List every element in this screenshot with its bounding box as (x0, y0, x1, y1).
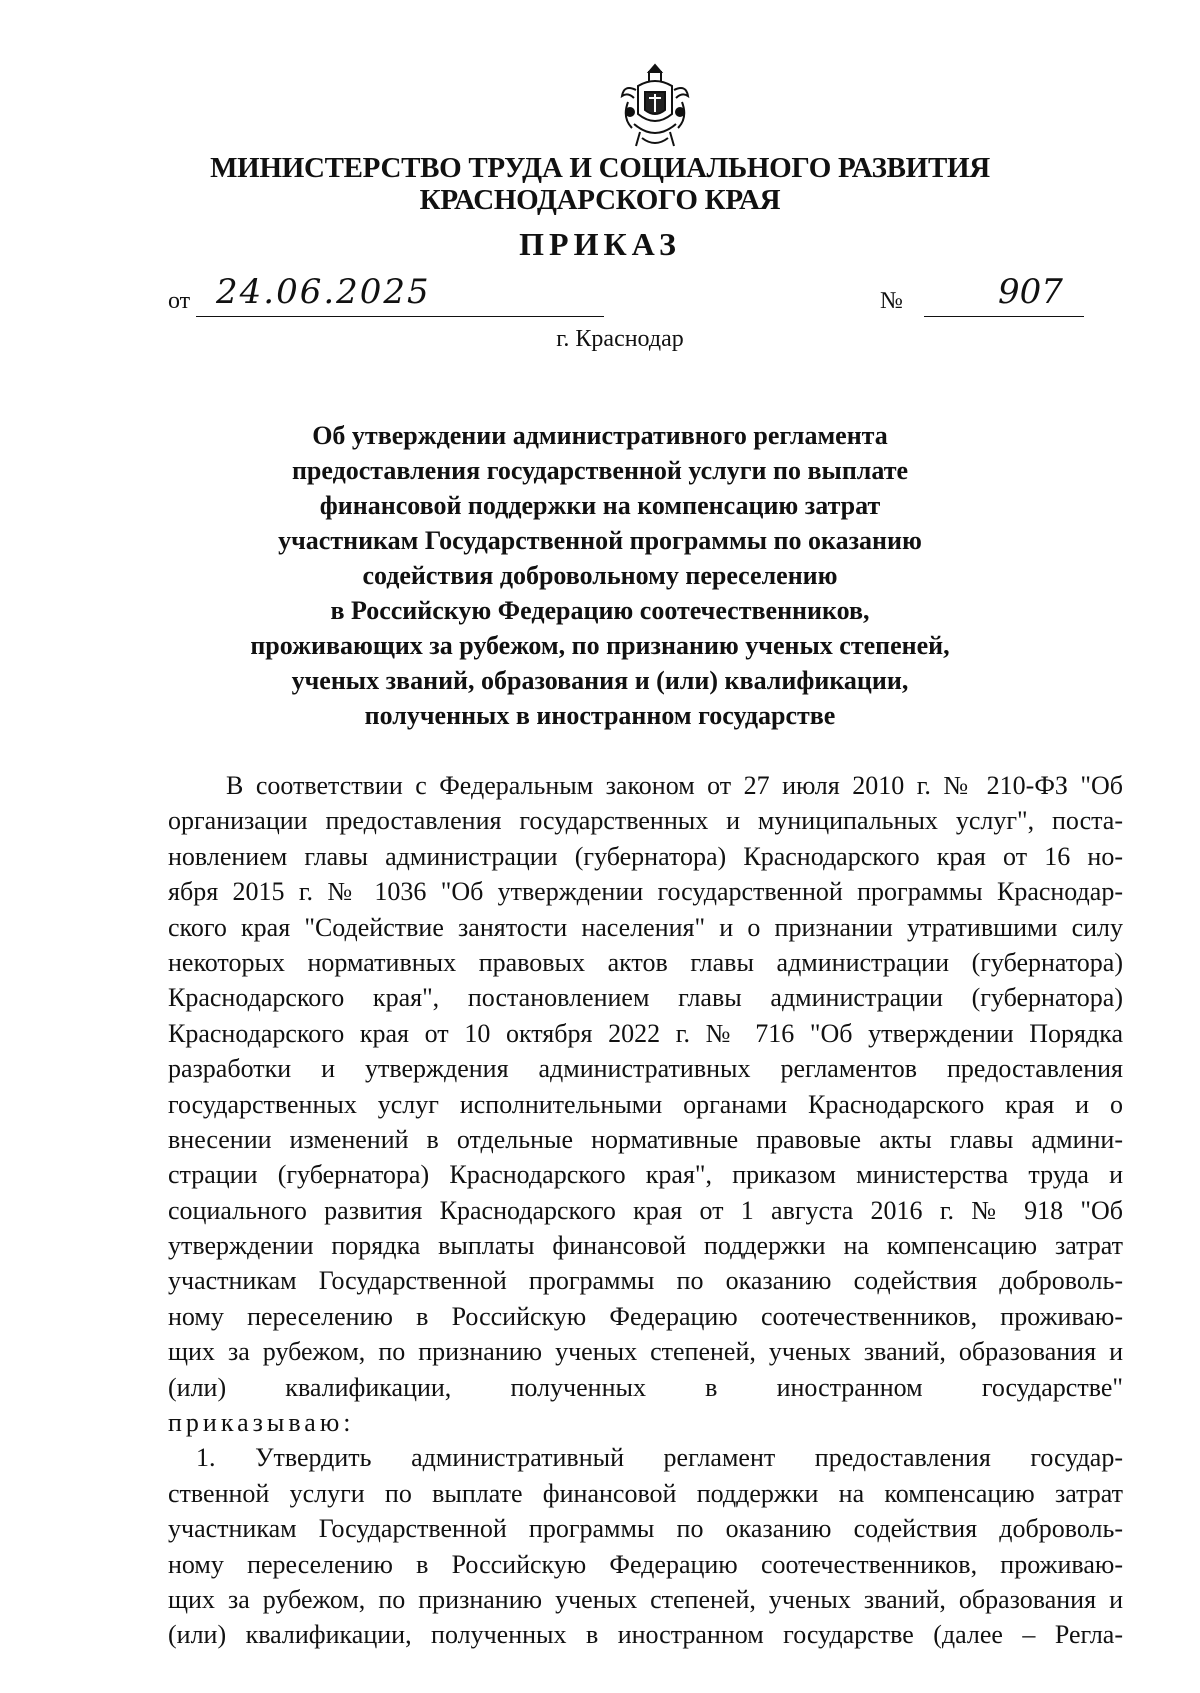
subject-line: финансовой поддержки на компенсацию затрат (319, 491, 881, 520)
body-line-decree: приказываю: (168, 1408, 355, 1438)
ministry-line-1: МИНИСТЕРСТВО ТРУДА И СОЦИАЛЬНОГО РАЗВИТИЯ (210, 152, 990, 184)
body-line: утверждении порядка выплаты финансовой поддержки на компенсацию затрат (168, 1231, 1123, 1261)
order-subject (0, 418, 1200, 733)
number-label: № (880, 288, 903, 314)
body-line: 1. Утвердить административный регламент предоставления государ- (196, 1443, 1123, 1473)
body-line: некоторых нормативных правовых актов главы администрации (губернатора) (168, 947, 1123, 977)
order-body (168, 768, 1123, 1653)
body-line: (или) квалификации, полученных в иностранном государстве" (168, 1372, 1123, 1402)
subject-line: участникам Государственной программы по оказанию (278, 526, 922, 555)
body-line: щих за рубежом, по признанию ученых степеней, ученых званий, образования и (168, 1337, 1123, 1367)
date-underline (196, 316, 604, 317)
subject-line: содействия добровольному переселению (362, 561, 838, 590)
body-line: ственной услуги по выплате финансовой поддержки на компенсацию затрат (168, 1478, 1123, 1508)
body-line: ского края "Содействие занятости населения" и о признании утратившими силу (168, 912, 1123, 942)
subject-line: ученых званий, образования и (или) квалификации, (291, 666, 909, 695)
body-line: ному переселению в Российскую Федерацию соотечественников, проживаю- (168, 1549, 1123, 1579)
body-line: В соответствии с Федеральным законом от 27 июля 2010 г. № 210-ФЗ "Об (226, 771, 1123, 800)
body-line: страции (губернатора) Краснодарского края", приказом министерства труда и (168, 1160, 1123, 1190)
city: г. Краснодар (556, 326, 684, 352)
body-line: внесении изменений в отдельные нормативные правовые акты главы админи- (168, 1124, 1123, 1154)
order-title: ПРИКАЗ (519, 226, 681, 262)
body-line: (или) квалификации, полученных в иностранном государстве (далее – Регла- (168, 1620, 1123, 1650)
subject-line: проживающих за рубежом, по признанию ученых степеней, (250, 631, 950, 660)
date-handwritten: 24.06.2025 (216, 272, 431, 312)
body-line: участникам Государственной программы по оказанию содействия доброволь- (168, 1514, 1123, 1544)
body-line: разработки и утверждения административных регламентов предоставления (168, 1054, 1123, 1084)
coat-of-arms-icon (618, 62, 692, 152)
number-underline (924, 316, 1084, 317)
number-handwritten: 907 (998, 272, 1063, 312)
body-line: социального развития Краснодарского края от 1 августа 2016 г. № 918 "Об (168, 1195, 1123, 1225)
body-line: участникам Государственной программы по оказанию содействия доброволь- (168, 1266, 1123, 1296)
body-line: Краснодарского края", постановлением главы администрации (губернатора) (168, 983, 1123, 1013)
subject-line: Об утверждении административного регламента (312, 421, 888, 450)
body-line: ября 2015 г. № 1036 "Об утверждении государственной программы Краснодар- (168, 877, 1123, 907)
body-line: Краснодарского края от 10 октября 2022 г. № 716 "Об утверждении Порядка (168, 1018, 1123, 1048)
body-line: ному переселению в Российскую Федерацию соотечественников, проживаю- (168, 1301, 1123, 1331)
body-line: щих за рубежом, по признанию ученых степеней, ученых званий, образования и (168, 1584, 1123, 1614)
subject-line: в Российскую Федерацию соотечественников, (330, 596, 870, 625)
body-line: государственных услуг исполнительными органами Краснодарского края и о (168, 1089, 1123, 1119)
date-label: от (168, 288, 191, 314)
ministry-line-2: КРАСНОДАРСКОГО КРАЯ (419, 184, 781, 216)
body-line: организации предоставления государственных и муниципальных услуг", поста- (168, 806, 1123, 836)
subject-line: предоставления государственной услуги по выплате (291, 456, 909, 485)
date-number-row (168, 272, 1063, 322)
body-line: новлением главы администрации (губернатора) Краснодарского края от 16 но- (168, 841, 1123, 871)
ministry-name (0, 152, 1200, 216)
subject-line: полученных в иностранном государстве (364, 701, 836, 730)
